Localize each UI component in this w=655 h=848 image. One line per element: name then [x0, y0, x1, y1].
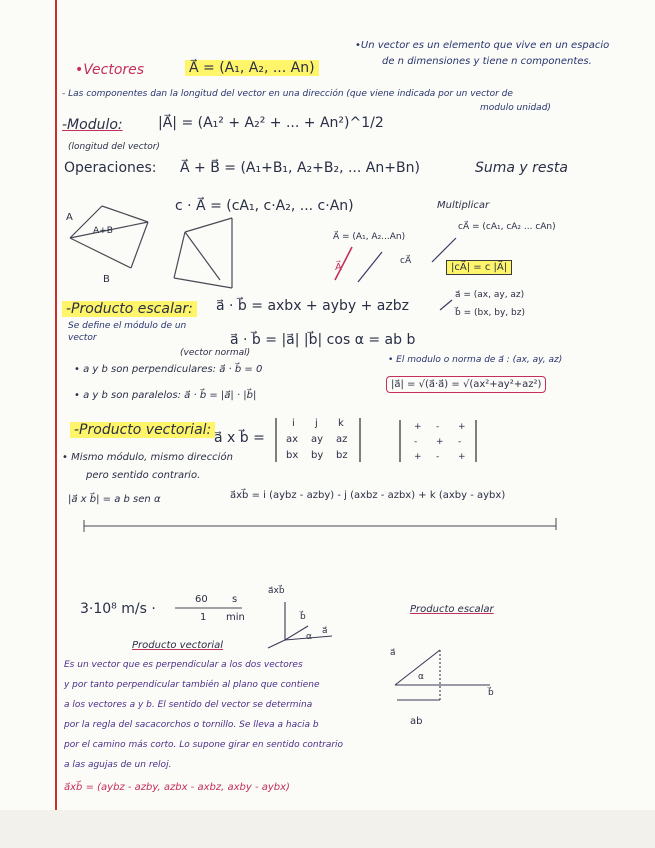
cross-product-components: a⃗xb⃗ = (aybz - azby, azbx - axbz, axby - aybx) [64, 782, 290, 793]
escalar-label: -Producto escalar: [62, 301, 197, 317]
sum-note: Suma y resta [475, 160, 568, 176]
vectorial-note-1: • Mismo módulo, mismo dirección [62, 452, 233, 463]
projection-label: ab [410, 716, 423, 727]
a-vector-label: A⃗ [335, 262, 342, 273]
sign-cell: - [436, 422, 440, 432]
explanation-line-4: por la regla del sacacorchos o tornillo. Se lleva a hacia b [64, 720, 319, 730]
modulo-formula: |A⃗| = (A₁² + A₂² + ... + An²)^1/2 [158, 115, 384, 131]
a-vector-components: A⃗ = (A₁, A₂...An) [333, 232, 406, 242]
explanation-line-5: por el camino más corto. Lo supone girar en sentido contrario [64, 740, 344, 750]
speed-conversion: 3·10⁸ m/s · [80, 601, 156, 617]
a-label: a⃗ [322, 626, 328, 636]
b-components: b⃗ = (bx, by, bz) [455, 308, 525, 318]
ca-vector-components: cA⃗ = (cA₁, cA₂ ... cAn) [458, 222, 556, 232]
vector-normal-note: (vector normal) [180, 348, 251, 358]
vector-ca-arrow [358, 252, 382, 282]
vectorial-modulo: |a⃗ x b⃗| = a b sen α [68, 494, 161, 505]
dot-product-diagram [395, 650, 490, 702]
cross-product-diagram [268, 602, 332, 648]
explanation-line-1: Es un vector que es perpendicular a los dos vectores [64, 660, 303, 670]
modulo-norma-note: • El modulo o norma de a⃗ : (ax, ay, az) [388, 355, 563, 365]
producto-vectorial-title: Producto vectorial [132, 640, 224, 651]
fraction-unit-top: s [232, 594, 238, 605]
section-title-vectores: •Vectores [75, 62, 145, 78]
note-line-2: de n dimensiones y tiene n componentes. [382, 56, 592, 67]
vector-diff-diagram [174, 218, 232, 288]
vectorial-lhs: a⃗ x b⃗ = [214, 430, 265, 446]
explanation-line-6: a las agujas de un reloj. [64, 760, 172, 770]
matrix-cell: i [292, 418, 295, 429]
vector-definition: A⃗ = (A₁, A₂, ... An) [185, 60, 319, 76]
matrix-cell: bz [336, 450, 348, 461]
escalar-pointer [440, 300, 452, 310]
alpha-label: α [306, 632, 312, 642]
a-components: a⃗ = (ax, ay, az) [455, 290, 525, 300]
matrix-cell: ax [286, 434, 299, 445]
separator-line [84, 518, 556, 532]
sign-cell: - [414, 437, 418, 447]
dot-a-label: a⃗ [390, 648, 396, 658]
explanation-line-2: y por tanto perpendicular también al plano que contiene [64, 680, 320, 690]
producto-escalar-title: Producto escalar [410, 604, 494, 615]
vectorial-label: -Producto vectorial: [70, 422, 215, 438]
explanation-line-3: a los vectores a y b. El sentido del vector se determina [64, 700, 313, 710]
matrix-cell: k [338, 418, 344, 429]
matrix-cell: az [336, 434, 348, 445]
dot-alpha-label: α [418, 672, 424, 682]
matrix-cell: ay [311, 434, 324, 445]
diag-label-ab: A+B [93, 226, 113, 236]
sign-cell: + [458, 422, 466, 432]
sign-cell: + [458, 452, 466, 462]
norm-formula: |a⃗| = √(a⃗·a⃗) = √(ax²+ay²+az²) [386, 376, 546, 393]
sum-formula: A⃗ + B⃗ = (A₁+B₁, A₂+B₂, ... An+Bn) [180, 160, 420, 176]
parallel-rule: • a y b son paralelos: a⃗ · b⃗ = |a⃗| · |b⃗| [74, 390, 257, 401]
sign-cell: + [414, 452, 422, 462]
modulo-note: (longitud del vector) [68, 142, 160, 152]
note-line-1: •Un vector es un elemento que vive en un espacio [355, 40, 610, 51]
escalar-def-1: Se define el módulo de un [68, 321, 187, 331]
cos-formula: a⃗ · b⃗ = |a⃗| |b⃗| cos α = ab b [230, 332, 416, 348]
fraction-unit-bottom: min [226, 612, 245, 623]
matrix-cell: j [315, 418, 318, 429]
dot-b-label: b⃗ [488, 688, 494, 698]
ca-vector-label: cA⃗ [400, 256, 412, 266]
b-label: b⃗ [300, 612, 306, 622]
diag-label-a: A [66, 212, 73, 223]
vectorial-expansion: a⃗xb⃗ = i (aybz - azby) - j (axbz - azbx) + k (axby - aybx) [230, 490, 506, 501]
mult-note: Multiplicar [437, 200, 490, 211]
sign-cell: - [458, 437, 462, 447]
modulo-label: -Modulo: [62, 117, 123, 133]
perpendicular-rule: • a y b son perpendiculares: a⃗ · b⃗ = 0 [74, 364, 263, 375]
pointer-arrow [432, 238, 456, 262]
operaciones-label: Operaciones: [64, 160, 157, 176]
ca-modulus: |cA⃗| = c |A⃗| [446, 260, 512, 275]
diag-label-b: B [103, 274, 110, 285]
vector-sum-diagram [70, 206, 148, 268]
sign-cell: + [436, 437, 444, 447]
components-text-2: modulo unidad) [480, 103, 551, 113]
matrix-cell: bx [286, 450, 299, 461]
escalar-formula: a⃗ · b⃗ = axbx + ayby + azbz [216, 298, 409, 314]
mult-formula: c · A⃗ = (cA₁, c·A₂, ... c·An) [175, 198, 354, 214]
components-text-1: - Las componentes dan la longitud del vector en una dirección (que viene indicada por un vector de [62, 89, 513, 99]
vectorial-note-2: pero sentido contrario. [86, 470, 201, 481]
fraction-numerator: 60 [195, 594, 208, 605]
sign-cell: - [436, 452, 440, 462]
escalar-def-2: vector [68, 333, 97, 343]
matrix-bars [276, 418, 476, 462]
sign-cell: + [414, 422, 422, 432]
fraction-denominator: 1 [200, 612, 207, 623]
axb-label: a⃗xb⃗ [268, 586, 285, 596]
matrix-cell: by [311, 450, 324, 461]
